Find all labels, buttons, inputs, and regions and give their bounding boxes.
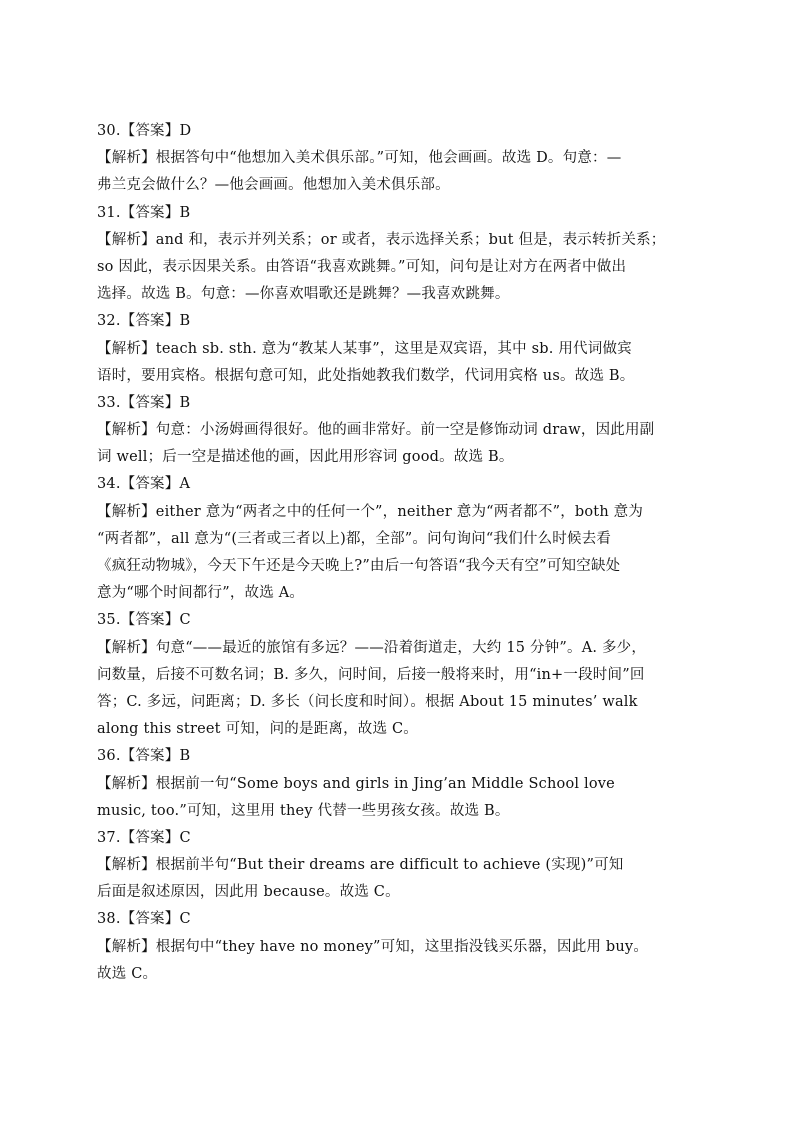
- explanation-37-line-1: 【解析】根据前半句“But their dreams are difficult to achieve (实现)”可知: [97, 857, 624, 874]
- answer-36: 36.【答案】B: [97, 748, 191, 765]
- answer-37: 37.【答案】C: [97, 829, 191, 846]
- explanation-35-line-3: 答；C. 多远，问距离；D. 多长（问长度和时间）。根据 About 15 minutes’ walk: [97, 693, 638, 710]
- explanation-34-line-4: 意为“哪个时间都行”，故选 A。: [97, 585, 305, 602]
- explanation-33-line-2: 词 well；后一空是描述他的画，因此用形容词 good。故选 B。: [97, 449, 514, 466]
- explanation-32-line-2: 语时，要用宾格。根据句意可知，此处指她教我们数学，代词用宾格 us。故选 B。: [97, 367, 635, 384]
- answer-38: 38.【答案】C: [97, 911, 191, 928]
- answer-33: 33.【答案】B: [97, 394, 191, 411]
- explanation-31-line-3: 选择。故选 B。句意：—你喜欢唱歌还是跳舞？—我喜欢跳舞。: [97, 286, 510, 303]
- explanation-34-line-3: 《疯狂动物城》，今天下午还是今天晚上?”由后一句答语“我今天有空”可知空缺处: [97, 558, 621, 574]
- explanation-31-line-1: 【解析】and 和，表示并列关系；or 或者，表示选择关系；but 但是，表示转折关系；: [97, 231, 666, 248]
- explanation-38-line-2: 故选 C。: [97, 965, 158, 982]
- explanation-35-line-2: 问数量，后接不可数名词；B. 多久，问时间，后接一般将来时，用“in+一段时间”回: [97, 666, 645, 683]
- explanation-35-line-4: along this street 可知，问的是距离，故选 C。: [97, 721, 418, 738]
- explanation-35-line-1: 【解析】句意“——最近的旅馆有多远？——沿着街道走，大约 15 分钟”。A. 多少，: [97, 639, 647, 656]
- explanation-30-line-2: 弗兰克会做什么？—他会画画。他想加入美术俱乐部。: [97, 177, 450, 194]
- answer-30: 30.【答案】D: [97, 123, 192, 139]
- explanation-32-line-1: 【解析】teach sb. sth. 意为“教某人某事”，这里是双宾语，其中 sb. 用代词做宾: [97, 340, 632, 357]
- explanation-34-line-1: 【解析】either 意为“两者之中的任何一个”，neither 意为“两者都不”，both 意为: [97, 503, 644, 520]
- answer-35: 35.【答案】C: [97, 612, 191, 629]
- explanation-36-line-1: 【解析】根据前一句“Some boys and girls in Jing’an Middle School love: [97, 775, 615, 792]
- explanation-33-line-1: 【解析】句意：小汤姆画得很好。他的画非常好。前一空是修饰动词 draw，因此用副: [97, 422, 655, 439]
- explanation-38-line-1: 【解析】根据句中“they have no money”可知，这里指没钱买乐器，因此用 buy。: [97, 938, 649, 955]
- explanation-37-line-2: 后面是叙述原因，因此用 because。故选 C。: [97, 884, 400, 901]
- explanation-30-line-1: 【解析】根据答句中“他想加入美术俱乐部。”可知，他会画画。故选 D。句意：—: [97, 150, 622, 167]
- answer-31: 31.【答案】B: [97, 204, 191, 221]
- explanation-36-line-2: music, too.”可知，这里用 they 代替一些男孩女孩。故选 B。: [97, 802, 510, 819]
- answer-explanations: [97, 118, 707, 988]
- explanation-31-line-2: so 因此，表示因果关系。由答语“我喜欢跳舞。”可知，问句是让对方在两者中做出: [97, 258, 627, 275]
- answer-32: 32.【答案】B: [97, 313, 191, 330]
- explanation-34-line-2: “两者都”，all 意为“(三者或三者以上)都，全部”。问句询问“我们什么时候去看: [97, 530, 612, 547]
- answer-34: 34.【答案】A: [97, 476, 191, 493]
